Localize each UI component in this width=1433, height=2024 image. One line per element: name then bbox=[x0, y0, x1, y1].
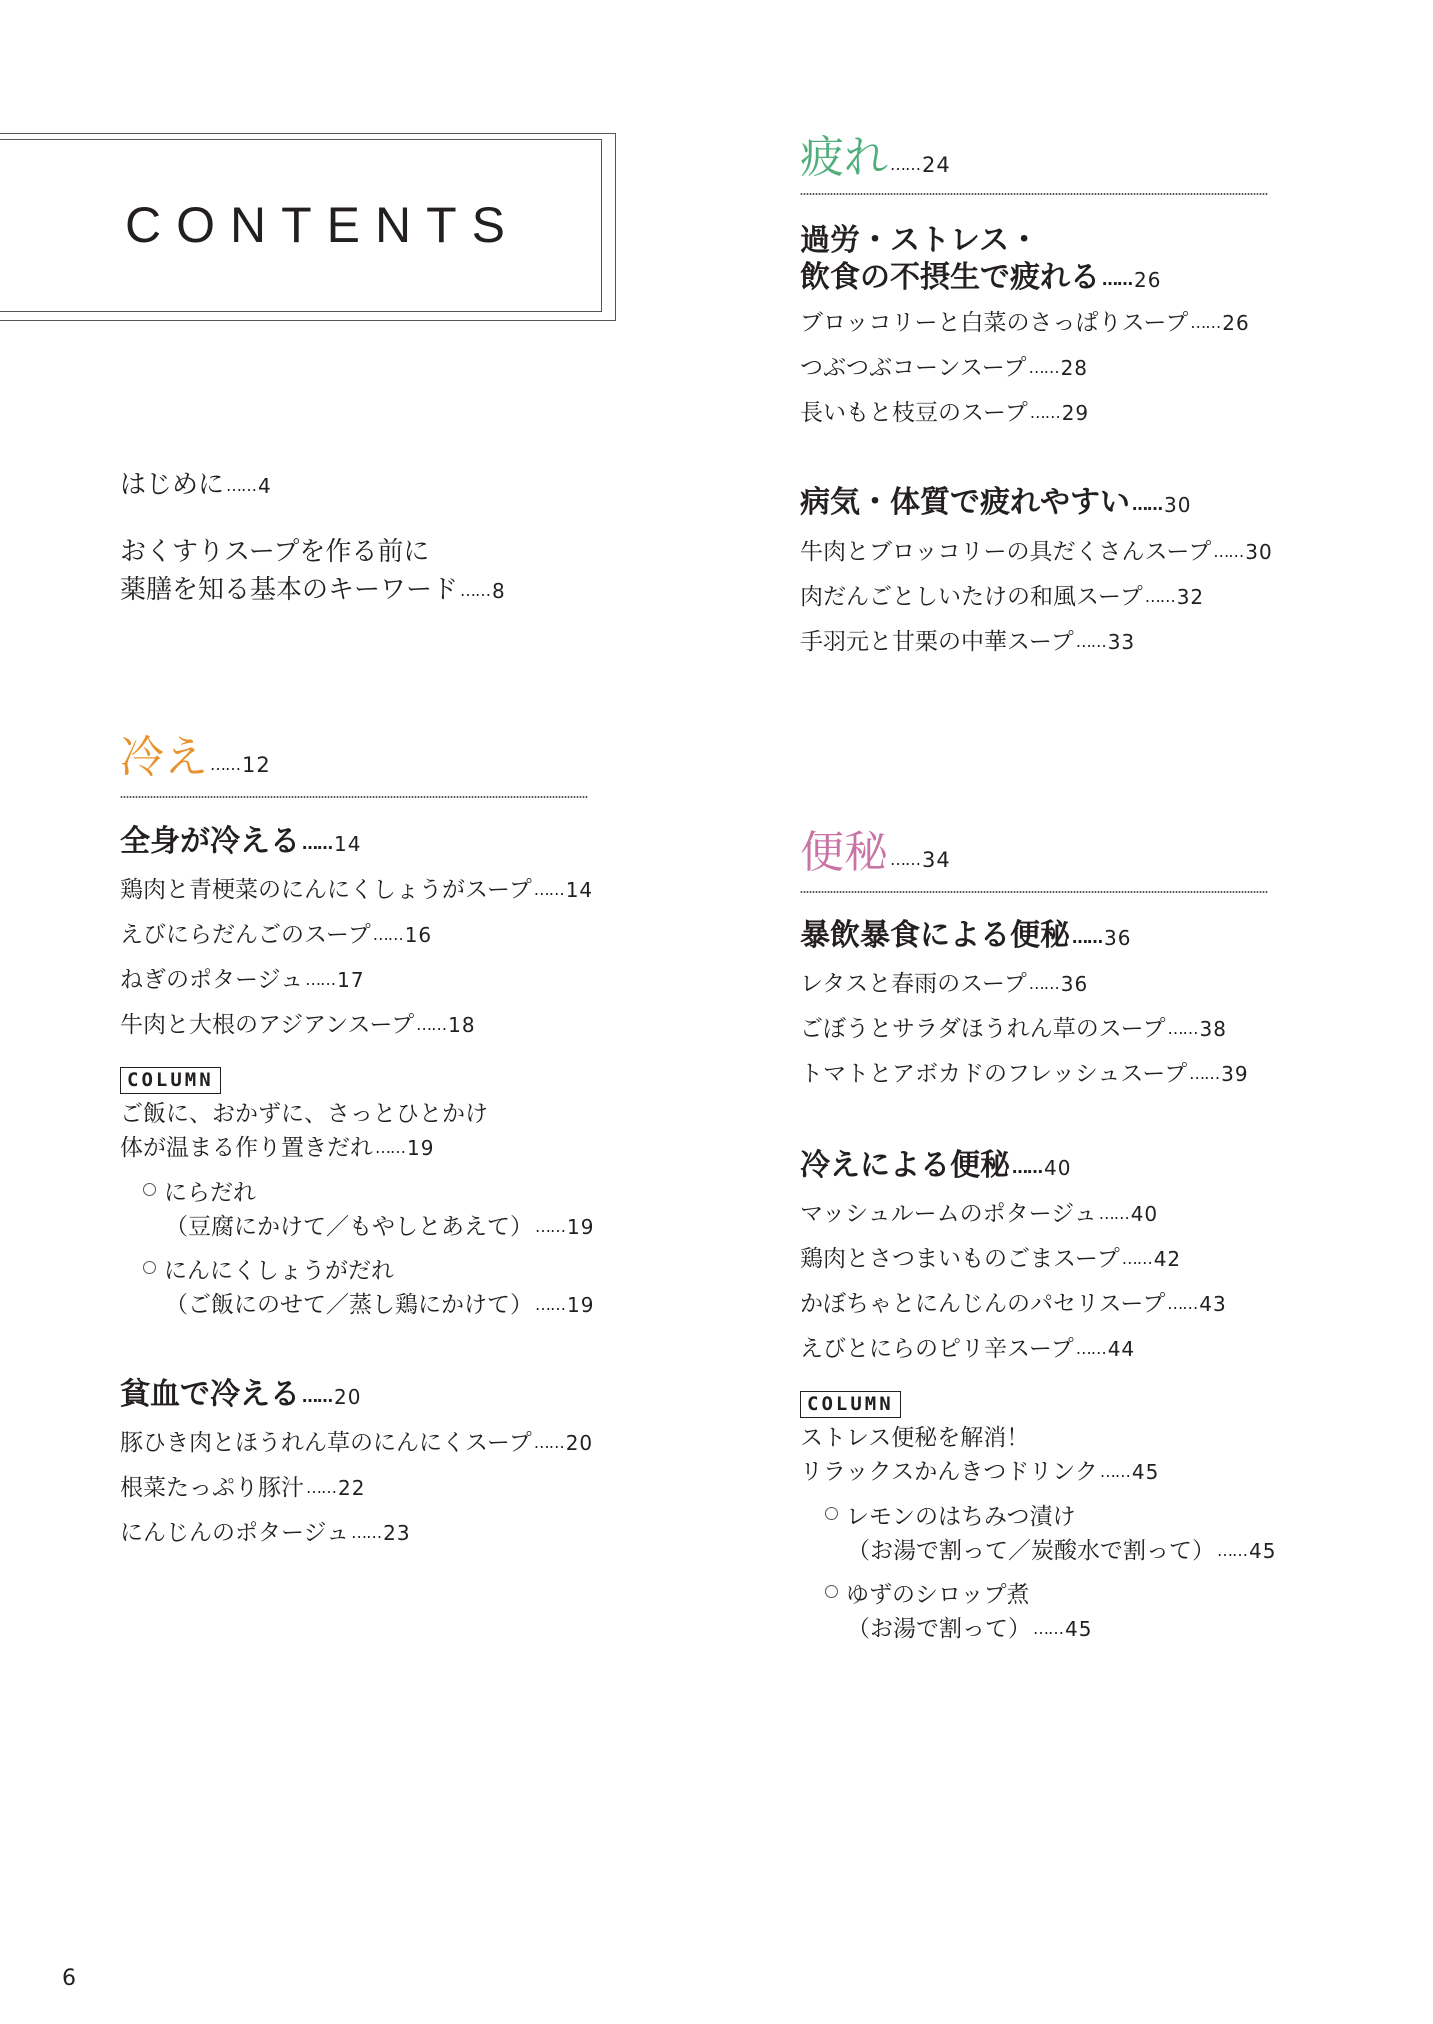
circle-bullet-icon bbox=[825, 1585, 838, 1598]
section-title-label: 疲れ bbox=[800, 132, 888, 183]
section-title-benpi[interactable] bbox=[800, 828, 951, 885]
leader-dots: …… bbox=[535, 1217, 565, 1236]
leader-dots: …… bbox=[351, 1523, 382, 1542]
leader-dots: …… bbox=[1075, 632, 1106, 651]
category-karou[interactable] bbox=[800, 222, 1161, 299]
column-tag: COLUMN bbox=[120, 1067, 221, 1094]
item-page: 36 bbox=[1060, 972, 1089, 996]
list-item[interactable] bbox=[800, 1199, 1158, 1229]
subitem-line2: （ご飯にのせて／蒸し鶏にかけて） bbox=[165, 1292, 533, 1318]
category-title: 暴飲暴食による便秘 bbox=[800, 918, 1070, 953]
leader-dots: …… bbox=[890, 155, 920, 174]
leader-dots: …… bbox=[1012, 1158, 1042, 1177]
leader-dots: …… bbox=[302, 834, 332, 853]
section-title-tsukare[interactable] bbox=[800, 133, 951, 190]
item-page: 20 bbox=[565, 1431, 594, 1455]
list-item[interactable] bbox=[800, 308, 1250, 338]
column-subitem[interactable] bbox=[143, 1254, 594, 1322]
item-label: ごぼうとサラダほうれん草のスープ bbox=[800, 1016, 1166, 1042]
list-item[interactable] bbox=[800, 582, 1204, 612]
leader-dots: …… bbox=[1121, 1249, 1152, 1268]
category-page: 36 bbox=[1104, 926, 1132, 950]
leader-dots: …… bbox=[1167, 1019, 1198, 1038]
toc-intro-label: はじめに bbox=[120, 470, 225, 500]
leader-dots: …… bbox=[1075, 1339, 1106, 1358]
subitem-line1: レモンのはちみつ漬け bbox=[846, 1504, 1076, 1530]
leader-dots: …… bbox=[1028, 974, 1059, 993]
subitem-page: 45 bbox=[1249, 1539, 1277, 1563]
item-page: 40 bbox=[1130, 1202, 1159, 1226]
item-page: 42 bbox=[1153, 1247, 1182, 1271]
leader-dots: …… bbox=[535, 1295, 565, 1314]
leader-dots: …… bbox=[890, 850, 920, 869]
leader-dots: …… bbox=[1132, 495, 1162, 514]
item-label: 牛肉と大根のアジアンスープ bbox=[120, 1012, 415, 1038]
toc-intro-page: 8 bbox=[492, 579, 506, 603]
item-label: レタスと春雨のスープ bbox=[800, 971, 1027, 997]
leader-dots: …… bbox=[210, 755, 240, 774]
category-title: 冷えによる便秘 bbox=[800, 1148, 1010, 1183]
column-line2: 体が温まる作り置きだれ bbox=[120, 1135, 373, 1161]
category-title-line1: 過労・ストレス・ bbox=[800, 223, 1040, 258]
category-page: 40 bbox=[1044, 1156, 1072, 1180]
leader-dots: …… bbox=[1102, 270, 1132, 289]
item-page: 39 bbox=[1221, 1062, 1249, 1086]
section-divider bbox=[120, 795, 588, 799]
leader-dots: …… bbox=[1167, 1294, 1198, 1313]
category-zenshin[interactable] bbox=[120, 823, 361, 863]
column-page: 19 bbox=[407, 1136, 435, 1160]
item-label: 肉だんごとしいたけの和風スープ bbox=[800, 584, 1143, 610]
leader-dots: …… bbox=[1217, 1541, 1247, 1560]
item-label: かぼちゃとにんじんのパセリスープ bbox=[800, 1291, 1166, 1317]
subitem-line2: （お湯で割って／炭酸水で割って） bbox=[847, 1538, 1215, 1564]
leader-dots: …… bbox=[1144, 587, 1175, 606]
subitem-page: 45 bbox=[1065, 1617, 1093, 1641]
leader-dots: …… bbox=[1033, 1619, 1063, 1638]
item-page: 29 bbox=[1061, 401, 1090, 425]
list-item[interactable] bbox=[120, 965, 365, 995]
list-item[interactable] bbox=[120, 875, 593, 905]
item-label: にんじんのポタージュ bbox=[120, 1520, 350, 1546]
list-item[interactable] bbox=[120, 1010, 476, 1040]
toc-intro-keywords[interactable] bbox=[120, 533, 506, 610]
leader-dots: …… bbox=[1072, 928, 1102, 947]
category-bouin[interactable] bbox=[800, 917, 1131, 957]
leader-dots: …… bbox=[1189, 1064, 1220, 1083]
toc-intro-label-line2: 薬膳を知る基本のキーワード bbox=[120, 575, 459, 605]
subitem-line1: にんにくしょうがだれ bbox=[164, 1258, 394, 1284]
leader-dots: …… bbox=[1099, 1462, 1130, 1481]
column-tag: COLUMN bbox=[800, 1391, 901, 1418]
item-label: ブロッコリーと白菜のさっぱりスープ bbox=[800, 310, 1189, 336]
page-number: 6 bbox=[62, 1966, 76, 1991]
item-page: 16 bbox=[404, 923, 433, 947]
subitem-page: 19 bbox=[567, 1293, 595, 1317]
column-subitem[interactable] bbox=[825, 1500, 1276, 1568]
leader-dots: …… bbox=[533, 880, 564, 899]
list-item[interactable] bbox=[800, 1334, 1135, 1364]
category-hinketsu[interactable] bbox=[120, 1376, 361, 1416]
circle-bullet-icon bbox=[143, 1261, 156, 1274]
list-item[interactable] bbox=[800, 1289, 1227, 1319]
column-entry[interactable] bbox=[800, 1421, 1159, 1489]
category-title-line2: 飲食の不摂生で疲れる bbox=[800, 260, 1100, 295]
item-page: 44 bbox=[1107, 1337, 1136, 1361]
section-title-label: 冷え bbox=[120, 732, 208, 783]
category-hie-benpi[interactable] bbox=[800, 1147, 1071, 1187]
column-subitem[interactable] bbox=[825, 1578, 1092, 1646]
item-label: 鶏肉とさつまいものごまスープ bbox=[800, 1246, 1120, 1272]
category-title: 病気・体質で疲れやすい bbox=[800, 485, 1130, 520]
list-item[interactable] bbox=[120, 1473, 365, 1503]
column-subitem[interactable] bbox=[143, 1176, 594, 1244]
leader-dots: …… bbox=[1028, 358, 1059, 377]
list-item[interactable] bbox=[800, 1244, 1181, 1274]
toc-intro-label-line1: おくすりスープを作る前に bbox=[120, 537, 430, 567]
column-line2: リラックスかんきつドリンク bbox=[800, 1459, 1098, 1485]
leader-dots: …… bbox=[1029, 403, 1060, 422]
category-page: 26 bbox=[1134, 268, 1162, 292]
list-item[interactable] bbox=[120, 920, 432, 950]
circle-bullet-icon bbox=[825, 1507, 838, 1520]
leader-dots: …… bbox=[306, 1478, 336, 1497]
leader-dots: …… bbox=[533, 1433, 564, 1452]
leader-dots: …… bbox=[226, 476, 257, 495]
leader-dots: …… bbox=[375, 1138, 405, 1157]
item-label: えびとにらのピリ辛スープ bbox=[800, 1336, 1074, 1362]
item-page: 43 bbox=[1199, 1292, 1227, 1316]
item-page: 30 bbox=[1245, 540, 1273, 564]
item-page: 14 bbox=[565, 878, 594, 902]
item-label: 手羽元と甘栗の中華スープ bbox=[800, 629, 1074, 655]
item-page: 26 bbox=[1222, 311, 1250, 335]
section-page: 34 bbox=[922, 848, 951, 872]
section-title-label: 便秘 bbox=[800, 827, 888, 878]
leader-dots: …… bbox=[1098, 1204, 1129, 1223]
section-divider bbox=[800, 890, 1268, 894]
toc-intro-page: 4 bbox=[258, 474, 272, 498]
item-page: 23 bbox=[383, 1521, 411, 1545]
list-item[interactable] bbox=[120, 1428, 593, 1458]
section-divider bbox=[800, 192, 1268, 196]
list-item[interactable] bbox=[800, 353, 1088, 383]
leader-dots: …… bbox=[302, 1387, 332, 1406]
item-page: 33 bbox=[1107, 630, 1136, 654]
item-label: 牛肉とブロッコリーの具だくさんスープ bbox=[800, 539, 1212, 565]
item-page: 22 bbox=[338, 1476, 366, 1500]
item-label: 豚ひき肉とほうれん草のにんにくスープ bbox=[120, 1430, 532, 1456]
category-page: 30 bbox=[1164, 493, 1192, 517]
list-item[interactable] bbox=[800, 969, 1088, 999]
item-page: 28 bbox=[1060, 356, 1089, 380]
subitem-line2: （豆腐にかけて／もやしとあえて） bbox=[165, 1214, 533, 1240]
list-item[interactable] bbox=[800, 398, 1089, 428]
leader-dots: …… bbox=[305, 970, 336, 989]
item-label: ねぎのポタージュ bbox=[120, 967, 304, 993]
column-entry[interactable] bbox=[120, 1097, 488, 1165]
item-page: 18 bbox=[448, 1013, 476, 1037]
item-label: 根菜たっぷり豚汁 bbox=[120, 1475, 304, 1501]
item-label: マッシュルームのポタージュ bbox=[800, 1201, 1097, 1227]
item-page: 17 bbox=[337, 968, 365, 992]
item-page: 32 bbox=[1176, 585, 1205, 609]
list-item[interactable] bbox=[800, 537, 1273, 567]
section-page: 12 bbox=[242, 753, 271, 777]
item-label: えびにらだんごのスープ bbox=[120, 922, 371, 948]
subitem-line2: （お湯で割って） bbox=[847, 1616, 1031, 1642]
list-item[interactable] bbox=[800, 627, 1135, 657]
section-title-hie[interactable] bbox=[120, 733, 271, 790]
category-page: 14 bbox=[334, 832, 362, 856]
leader-dots: …… bbox=[460, 581, 491, 600]
column-page: 45 bbox=[1131, 1460, 1160, 1484]
item-page: 38 bbox=[1199, 1017, 1227, 1041]
subitem-line1: にらだれ bbox=[164, 1180, 256, 1206]
category-title: 全身が冷える bbox=[120, 824, 300, 859]
item-label: 長いもと枝豆のスープ bbox=[800, 400, 1028, 426]
category-byouki[interactable] bbox=[800, 484, 1191, 524]
item-label: つぶつぶコーンスープ bbox=[800, 355, 1027, 381]
list-item[interactable] bbox=[120, 1518, 411, 1548]
category-page: 20 bbox=[334, 1385, 362, 1409]
leader-dots: …… bbox=[416, 1015, 447, 1034]
item-label: トマトとアボカドのフレッシュスープ bbox=[800, 1061, 1188, 1087]
category-title: 貧血で冷える bbox=[120, 1377, 300, 1412]
subitem-line1: ゆずのシロップ煮 bbox=[846, 1582, 1030, 1608]
list-item[interactable] bbox=[800, 1014, 1227, 1044]
leader-dots: …… bbox=[1190, 313, 1221, 332]
list-item[interactable] bbox=[800, 1059, 1249, 1089]
subitem-page: 19 bbox=[567, 1215, 595, 1239]
leader-dots: …… bbox=[1213, 542, 1244, 561]
contents-title: CONTENTS bbox=[125, 197, 520, 253]
leader-dots: …… bbox=[372, 925, 403, 944]
column-line1: ご飯に、おかずに、さっとひとかけ bbox=[120, 1101, 488, 1127]
toc-intro-hajimeni[interactable] bbox=[120, 466, 272, 505]
circle-bullet-icon bbox=[143, 1183, 156, 1196]
section-page: 24 bbox=[922, 153, 951, 177]
item-label: 鶏肉と青梗菜のにんにくしょうがスープ bbox=[120, 877, 532, 903]
column-line1: ストレス便秘を解消！ bbox=[800, 1425, 1030, 1451]
